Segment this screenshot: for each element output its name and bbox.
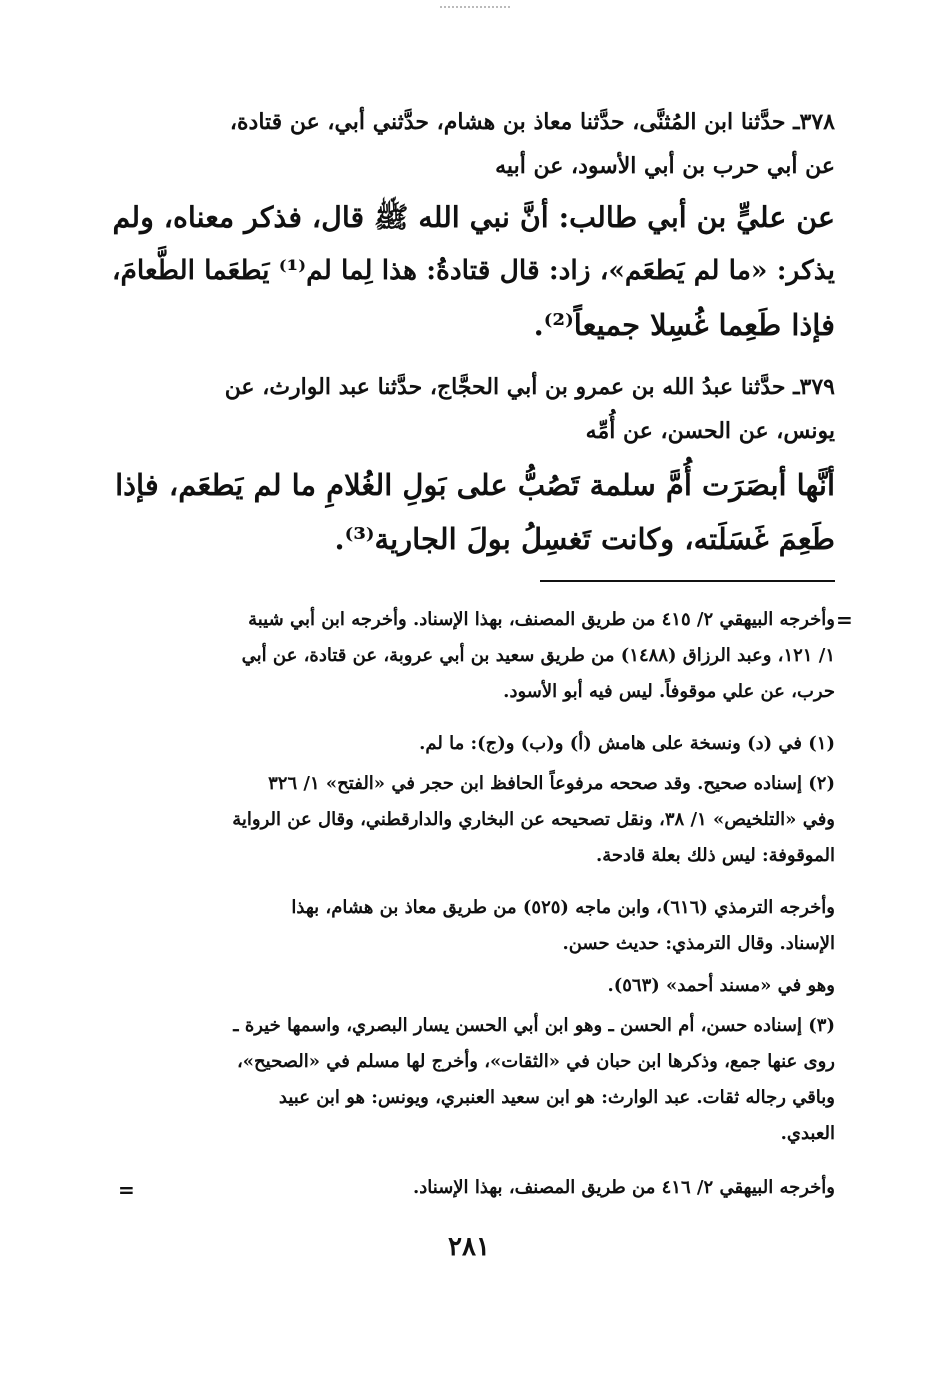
footnote-line: الموقوفة: ليس ذلك بعلة قادحة.: [595, 845, 835, 866]
footnote-line: (١) في (د) ونسخة على هامش (أ) و(ب) و(ج): ما لم.: [419, 733, 835, 754]
footnote-line: (٢) إسناده صحيح. وقد صححه مرفوعاً الحافظ ابن حجر في «الفتح» ١/ ٣٢٦: [268, 773, 835, 794]
matn-line: فإذا طَعِما غُسِلا جميعاً⁽²⁾.: [533, 308, 835, 342]
hadith-379-isnad: [110, 365, 835, 453]
hadith-379-matn: [110, 458, 835, 566]
footnote-1: [110, 726, 835, 762]
isnad-line: ٣٧٩ـ حدَّثنا عبدُ الله بن عمرو بن أبي الحجَّاج، حدَّثنا عبد الوارث، عن: [224, 374, 835, 400]
footnote-line: روى عنها جمع، وذكرها ابن حبان في «الثقات»، وأخرج لها مسلم في «الصحيح»،: [236, 1051, 835, 1072]
footnote-2: [110, 766, 835, 874]
footnote-line: العبدي.: [780, 1123, 835, 1144]
footnote-line: وأخرجه البيهقي ٢/ ٤١٥ من طريق المصنف، بهذا الإسناد. وأخرجه ابن أبي شيبة: [248, 609, 835, 630]
footnote-line: وباقي رجاله ثقات. عبد الوارث: هو ابن سعيد العنبري، ويونس: هو ابن عبيد: [278, 1087, 835, 1108]
footnote-line: وفي «التلخيص» ١/ ٣٨، ونقل تصحيحه عن البخاري والدارقطني، وقال عن الرواية: [232, 809, 835, 830]
isnad-line: عن أبي حرب بن أبي الأسود، عن أبيه: [495, 153, 835, 179]
continuation-marker: =: [836, 608, 853, 632]
matn-line: يذكر: «ما لم يَطعَم»، زاد: قال قتادةُ: هذا لِما لم⁽¹⁾ يَطعَما الطَّعامَ،: [111, 255, 835, 286]
matn-line: عن عليٍّ بن أبي طالب: أنَّ نبي الله ﷺ قال، فذكر معناه، ولم: [112, 200, 835, 234]
footnote-line: وهو في «مسند أحمد» (٥٦٣).: [607, 975, 835, 996]
footnote-line: وأخرجه البيهقي ٢/ ٤١٦ من طريق المصنف، بهذا الإسناد.: [413, 1177, 835, 1198]
matn-line: أنَّها أبصَرَت أُمَّ سلمة تَصُبُّ على بَولِ الغُلامِ ما لم يَطعَم، فإذا: [115, 468, 835, 502]
footnote-line: حرب، عن علي موقوفاً. ليس فيه أبو الأسود.: [503, 681, 835, 702]
matn-line: طَعِمَ غَسَلَته، وكانت تَغسِلُ بولَ الجارية⁽³⁾.: [334, 522, 835, 556]
page-number: ٢٨١: [448, 1232, 490, 1262]
footnote-separator: [540, 580, 835, 582]
footnote-2-musnad: [110, 968, 835, 1004]
footnote-3-takhrij: [110, 1170, 835, 1206]
footnote-line: ١/ ١٢١، وعبد الرزاق (١٤٨٨) من طريق سعيد بن أبي عروبة، عن قتادة، عن أبي: [241, 645, 835, 666]
scan-artifact: [440, 6, 510, 10]
footnote-line: وأخرجه الترمذي (٦١٦)، وابن ماجه (٥٢٥) من طريق معاذ بن هشام، بهذا: [291, 897, 835, 918]
footnote-3: [110, 1008, 835, 1152]
isnad-line: ٣٧٨ـ حدَّثنا ابن المُثنَّى، حدَّثنا معاذ بن هشام، حدَّثني أبي، عن قتادة،: [229, 109, 835, 135]
hadith-378-isnad: [110, 100, 835, 188]
footnote-continuation: [110, 602, 835, 710]
end-marker: =: [118, 1178, 135, 1202]
footnote-2-takhrij: [110, 890, 835, 962]
isnad-line: يونس، عن الحسن، عن أُمِّه: [585, 418, 835, 444]
hadith-378-matn: [110, 190, 835, 352]
footnote-line: الإسناد. وقال الترمذي: حديث حسن.: [562, 933, 835, 954]
footnote-line: (٣) إسناده حسن، أم الحسن ـ وهو ابن أبي الحسن يسار البصري، واسمها خيرة ـ: [233, 1015, 835, 1036]
